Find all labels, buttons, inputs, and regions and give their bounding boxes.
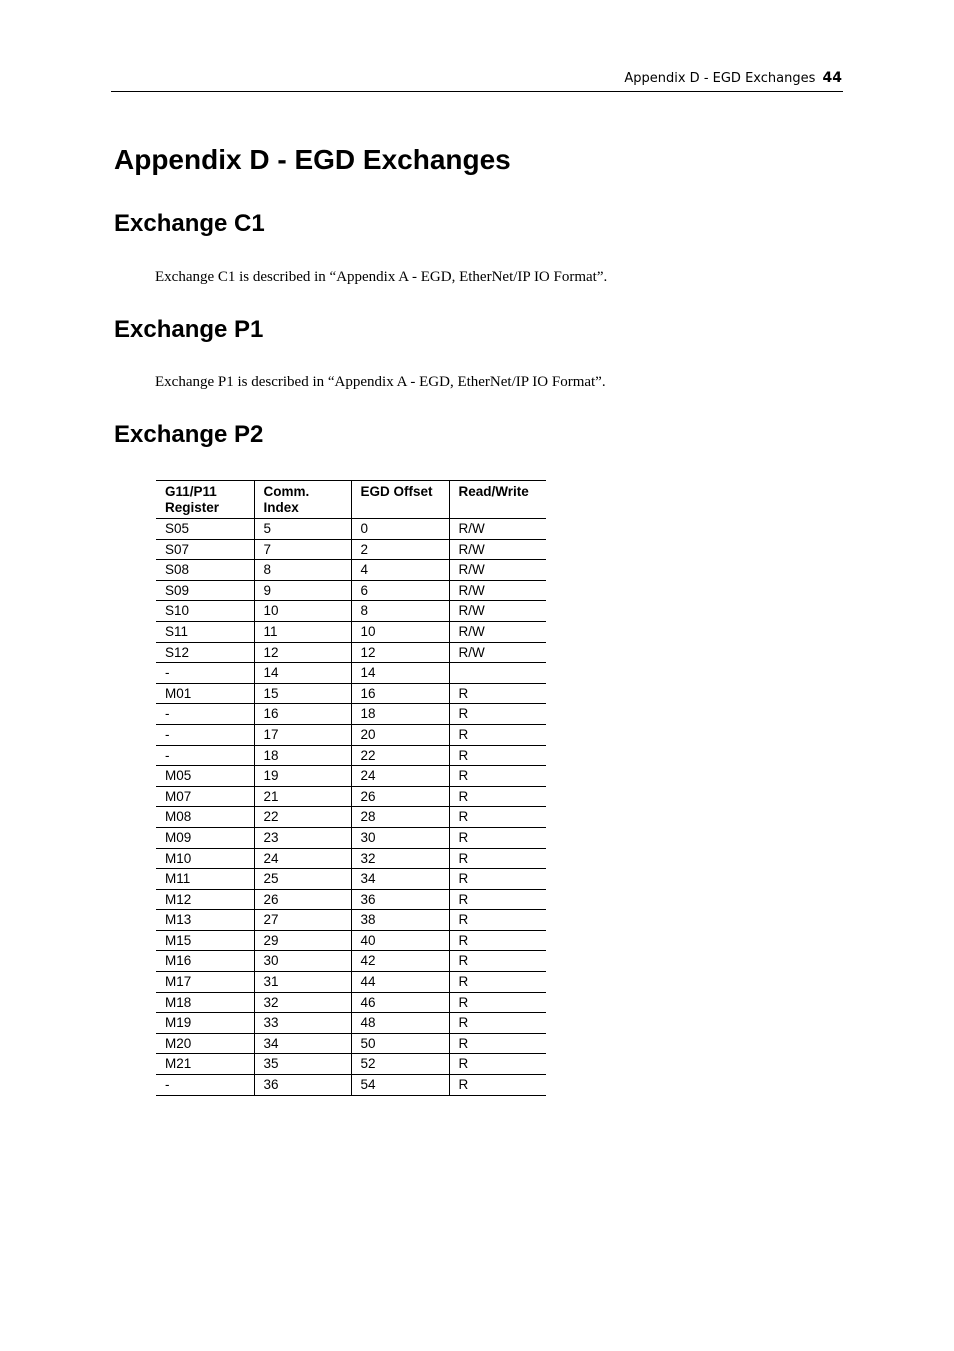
cell-comm-index: 30 (254, 951, 351, 972)
cell-read-write: R/W (449, 642, 546, 663)
cell-comm-index: 34 (254, 1033, 351, 1054)
cell-comm-index: 14 (254, 663, 351, 684)
cell-comm-index: 9 (254, 580, 351, 601)
header-read-write (449, 481, 546, 519)
cell-read-write: R/W (449, 539, 546, 560)
section-heading-p2: Exchange P2 (114, 421, 264, 448)
table-row (156, 601, 546, 622)
cell-egd-offset: 54 (351, 1075, 449, 1096)
cell-read-write: R (449, 827, 546, 848)
cell-comm-index: 5 (254, 519, 351, 540)
table-row (156, 642, 546, 663)
cell-read-write: R (449, 1054, 546, 1075)
cell-register: - (156, 1075, 254, 1096)
cell-read-write: R (449, 786, 546, 807)
table-row (156, 889, 546, 910)
cell-read-write (449, 663, 546, 684)
cell-comm-index: 15 (254, 683, 351, 704)
cell-egd-offset: 0 (351, 519, 449, 540)
header-rule (111, 91, 843, 92)
section-heading-p1: Exchange P1 (114, 316, 264, 343)
cell-comm-index: 7 (254, 539, 351, 560)
cell-egd-offset: 46 (351, 992, 449, 1013)
cell-read-write: R (449, 766, 546, 787)
page-number: 44 (822, 70, 842, 86)
cell-register: M13 (156, 910, 254, 931)
cell-register: M09 (156, 827, 254, 848)
section-text-p1: Exchange P1 is described in “Appendix A - EGD, EtherNet/IP IO Format”. (155, 374, 606, 390)
table-row (156, 786, 546, 807)
cell-comm-index: 12 (254, 642, 351, 663)
cell-comm-index: 29 (254, 930, 351, 951)
cell-egd-offset: 4 (351, 560, 449, 581)
cell-register: S07 (156, 539, 254, 560)
cell-register: M11 (156, 869, 254, 890)
cell-comm-index: 27 (254, 910, 351, 931)
cell-comm-index: 16 (254, 704, 351, 725)
cell-comm-index: 19 (254, 766, 351, 787)
cell-comm-index: 26 (254, 889, 351, 910)
cell-register: S09 (156, 580, 254, 601)
cell-egd-offset: 48 (351, 1013, 449, 1034)
cell-read-write: R (449, 1075, 546, 1096)
cell-comm-index: 25 (254, 869, 351, 890)
header-egd-offset (351, 481, 449, 519)
cell-register: S12 (156, 642, 254, 663)
cell-register: M20 (156, 1033, 254, 1054)
cell-comm-index: 31 (254, 972, 351, 993)
table-row (156, 1054, 546, 1075)
header-egd-offset-line1: EGD Offset (360, 484, 433, 499)
cell-read-write: R (449, 992, 546, 1013)
cell-egd-offset: 16 (351, 683, 449, 704)
table-row (156, 972, 546, 993)
cell-read-write: R (449, 1033, 546, 1054)
table-row (156, 869, 546, 890)
cell-register: S05 (156, 519, 254, 540)
cell-comm-index: 11 (254, 621, 351, 642)
cell-register: M19 (156, 1013, 254, 1034)
table-row (156, 745, 546, 766)
table-row (156, 621, 546, 642)
table-row (156, 992, 546, 1013)
cell-register: M05 (156, 766, 254, 787)
cell-register: M17 (156, 972, 254, 993)
cell-egd-offset: 18 (351, 704, 449, 725)
cell-comm-index: 10 (254, 601, 351, 622)
cell-read-write: R/W (449, 580, 546, 601)
cell-egd-offset: 38 (351, 910, 449, 931)
cell-register: - (156, 704, 254, 725)
cell-egd-offset: 24 (351, 766, 449, 787)
cell-read-write: R (449, 724, 546, 745)
cell-egd-offset: 44 (351, 972, 449, 993)
cell-egd-offset: 10 (351, 621, 449, 642)
cell-egd-offset: 20 (351, 724, 449, 745)
table-row (156, 539, 546, 560)
cell-egd-offset: 40 (351, 930, 449, 951)
cell-egd-offset: 26 (351, 786, 449, 807)
cell-read-write: R (449, 683, 546, 704)
table-row (156, 724, 546, 745)
cell-egd-offset: 6 (351, 580, 449, 601)
cell-comm-index: 17 (254, 724, 351, 745)
cell-register: - (156, 663, 254, 684)
cell-read-write: R/W (449, 601, 546, 622)
cell-comm-index: 21 (254, 786, 351, 807)
header-register (156, 481, 254, 519)
table-row (156, 1075, 546, 1096)
table-row (156, 848, 546, 869)
running-header (111, 70, 842, 86)
table-body (156, 519, 546, 1096)
cell-read-write: R/W (449, 560, 546, 581)
cell-comm-index: 36 (254, 1075, 351, 1096)
page-title: Appendix D - EGD Exchanges (114, 144, 511, 175)
cell-read-write: R (449, 910, 546, 931)
table-row (156, 704, 546, 725)
cell-comm-index: 35 (254, 1054, 351, 1075)
cell-read-write: R (449, 889, 546, 910)
section-text-c1: Exchange C1 is described in “Appendix A - EGD, EtherNet/IP IO Format”. (155, 269, 608, 285)
table-row (156, 930, 546, 951)
header-comm-index-line1: Comm. (263, 484, 310, 499)
table-row (156, 519, 546, 540)
cell-comm-index: 8 (254, 560, 351, 581)
cell-register: M15 (156, 930, 254, 951)
cell-read-write: R (449, 972, 546, 993)
cell-egd-offset: 14 (351, 663, 449, 684)
cell-register: - (156, 724, 254, 745)
table-row (156, 951, 546, 972)
table-row (156, 580, 546, 601)
cell-egd-offset: 8 (351, 601, 449, 622)
cell-read-write: R (449, 807, 546, 828)
header-read-write-line1: Read/Write (458, 484, 529, 499)
table-row (156, 560, 546, 581)
cell-register: S10 (156, 601, 254, 622)
header-register-line2: Register (165, 500, 220, 515)
cell-egd-offset: 50 (351, 1033, 449, 1054)
cell-comm-index: 24 (254, 848, 351, 869)
cell-register: M12 (156, 889, 254, 910)
cell-register: S11 (156, 621, 254, 642)
table-header-row (156, 481, 546, 519)
cell-register: - (156, 745, 254, 766)
cell-register: M01 (156, 683, 254, 704)
cell-register: M16 (156, 951, 254, 972)
cell-egd-offset: 42 (351, 951, 449, 972)
cell-egd-offset: 36 (351, 889, 449, 910)
cell-read-write: R (449, 930, 546, 951)
header-comm-index-line2: Index (263, 500, 299, 515)
cell-egd-offset: 34 (351, 869, 449, 890)
table-row (156, 663, 546, 684)
cell-register: M10 (156, 848, 254, 869)
cell-egd-offset: 22 (351, 745, 449, 766)
table-row (156, 683, 546, 704)
cell-egd-offset: 52 (351, 1054, 449, 1075)
cell-register: M07 (156, 786, 254, 807)
header-register-line1: G11/P11 (165, 484, 217, 499)
cell-comm-index: 22 (254, 807, 351, 828)
cell-egd-offset: 30 (351, 827, 449, 848)
cell-egd-offset: 2 (351, 539, 449, 560)
table-row (156, 807, 546, 828)
cell-comm-index: 18 (254, 745, 351, 766)
table-row (156, 766, 546, 787)
cell-read-write: R/W (449, 519, 546, 540)
section-heading-c1: Exchange C1 (114, 210, 265, 237)
cell-register: M18 (156, 992, 254, 1013)
cell-egd-offset: 28 (351, 807, 449, 828)
cell-read-write: R (449, 848, 546, 869)
header-comm-index (254, 481, 351, 519)
table-row (156, 1013, 546, 1034)
cell-egd-offset: 32 (351, 848, 449, 869)
exchange-p2-table (156, 480, 546, 1096)
cell-read-write: R (449, 1013, 546, 1034)
cell-read-write: R (449, 869, 546, 890)
table-row (156, 827, 546, 848)
cell-register: M21 (156, 1054, 254, 1075)
table-row (156, 1033, 546, 1054)
cell-read-write: R (449, 951, 546, 972)
running-header-title: Appendix D - EGD Exchanges (624, 71, 816, 86)
cell-egd-offset: 12 (351, 642, 449, 663)
cell-read-write: R (449, 704, 546, 725)
cell-register: M08 (156, 807, 254, 828)
cell-read-write: R/W (449, 621, 546, 642)
table-row (156, 910, 546, 931)
cell-register: S08 (156, 560, 254, 581)
cell-comm-index: 33 (254, 1013, 351, 1034)
cell-comm-index: 23 (254, 827, 351, 848)
cell-read-write: R (449, 745, 546, 766)
cell-comm-index: 32 (254, 992, 351, 1013)
